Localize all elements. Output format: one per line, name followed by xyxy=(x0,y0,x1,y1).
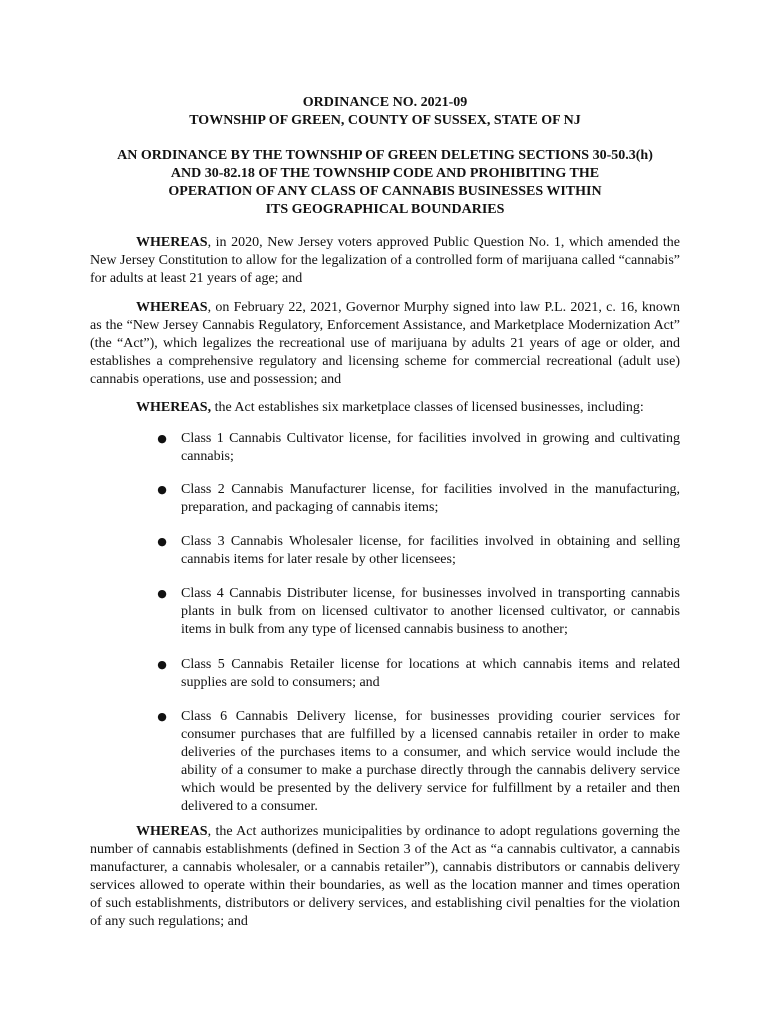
list-item xyxy=(157,708,680,816)
license-class-text: Class 6 Cannabis Delivery license, for businesses providing courier services for consumer purchases that are fulfilled by a licensed cannabis retailer in order to make deliveries of the purchases items to a consumer, and which service would include the ability of a consumer to make a purchase directly through the cannabis delivery service which would be presented by the delivery service for fulfillment by a retailer and then delivered to a consumer. xyxy=(181,709,680,814)
bullet-icon: ● xyxy=(157,535,167,548)
list-item xyxy=(157,585,680,639)
whereas-text: , in 2020, New Jersey voters approved Public Question No. 1, which amended the New Jersey Constitution to allow for the legalization of a controlled form of marijuana called “cannabis” for adults at least 21 years of age; and xyxy=(90,235,680,286)
license-class-text: Class 1 Cannabis Cultivator license, for facilities involved in growing and cultivating cannabis; xyxy=(181,431,680,464)
whereas-label: WHEREAS xyxy=(136,300,208,315)
whereas-paragraph-4 xyxy=(90,823,680,931)
bullet-icon: ● xyxy=(157,658,167,671)
whereas-text: the Act establishes six marketplace classes of licensed businesses, including: xyxy=(211,400,644,415)
subtitle-line-3: OPERATION OF ANY CLASS OF CANNABIS BUSINESSES WITHIN xyxy=(168,184,602,199)
whereas-paragraph-1 xyxy=(90,234,680,288)
ordinance-title xyxy=(90,94,680,130)
license-class-text: Class 5 Cannabis Retailer license for locations at which cannabis items and related supplies are sold to consumers; and xyxy=(181,657,680,690)
whereas-paragraph-2 xyxy=(90,299,680,389)
whereas-text: , on February 22, 2021, Governor Murphy signed into law P.L. 2021, c. 16, known as the “New Jersey Cannabis Regulatory, Enforcement Assistance, and Marketplace Modernization Act” (the “Act”), which legalizes the recreational use of marijuana by adults 21 years of age or older, and establishes a comprehensive regulatory and licensing scheme for commercial recreational (adult use) cannabis operations, use and possession; and xyxy=(90,300,680,387)
license-class-text: Class 4 Cannabis Distributer license, for businesses involved in transporting cannabis plants in bulk from on licensed cultivator to another licensed cultivator, or cannabis items in bulk from any type of licensed cannabis business to another; xyxy=(181,586,680,637)
whereas-text: , the Act authorizes municipalities by ordinance to adopt regulations governing the number of cannabis establishments (defined in Section 3 of the Act as “a cannabis cultivator, a cannabis manufacturer, a cannabis wholesaler, or a cannabis retailer”), cannabis distributors or cannabis delivery services allowed to operate within their boundaries, as well as the location manner and times operation of such establishments, distributors or delivery services, and establishing civil penalties for the violation of any such regulations; and xyxy=(90,824,680,929)
subtitle-line-2: AND 30-82.18 OF THE TOWNSHIP CODE AND PROHIBITING THE xyxy=(170,166,600,181)
bullet-icon: ● xyxy=(157,710,167,723)
license-class-text: Class 3 Cannabis Wholesaler license, for facilities involved in obtaining and selling cannabis items for later resale by other licensees; xyxy=(181,534,680,567)
whereas-paragraph-3 xyxy=(90,399,680,417)
bullet-icon: ● xyxy=(157,483,167,496)
whereas-label: WHEREAS xyxy=(136,824,208,839)
subtitle-line-4: ITS GEOGRAPHICAL BOUNDARIES xyxy=(265,202,505,217)
bullet-icon: ● xyxy=(157,587,167,600)
whereas-label: WHEREAS xyxy=(136,235,208,250)
subtitle-line-1: AN ORDINANCE BY THE TOWNSHIP OF GREEN DELETING SECTIONS 30-50.3(h) xyxy=(117,148,653,163)
list-item xyxy=(157,481,680,517)
ordinance-number: ORDINANCE NO. 2021-09 xyxy=(302,95,468,110)
bullet-icon: ● xyxy=(157,432,167,445)
list-item xyxy=(157,430,680,466)
ordinance-jurisdiction: TOWNSHIP OF GREEN, COUNTY OF SUSSEX, STATE OF NJ xyxy=(189,113,581,128)
ordinance-subtitle xyxy=(90,147,680,219)
whereas-label: WHEREAS, xyxy=(136,400,212,415)
license-class-text: Class 2 Cannabis Manufacturer license, for facilities involved in the manufacturing, preparation, and packaging of cannabis items; xyxy=(181,482,680,515)
list-item xyxy=(157,533,680,569)
list-item xyxy=(157,656,680,692)
